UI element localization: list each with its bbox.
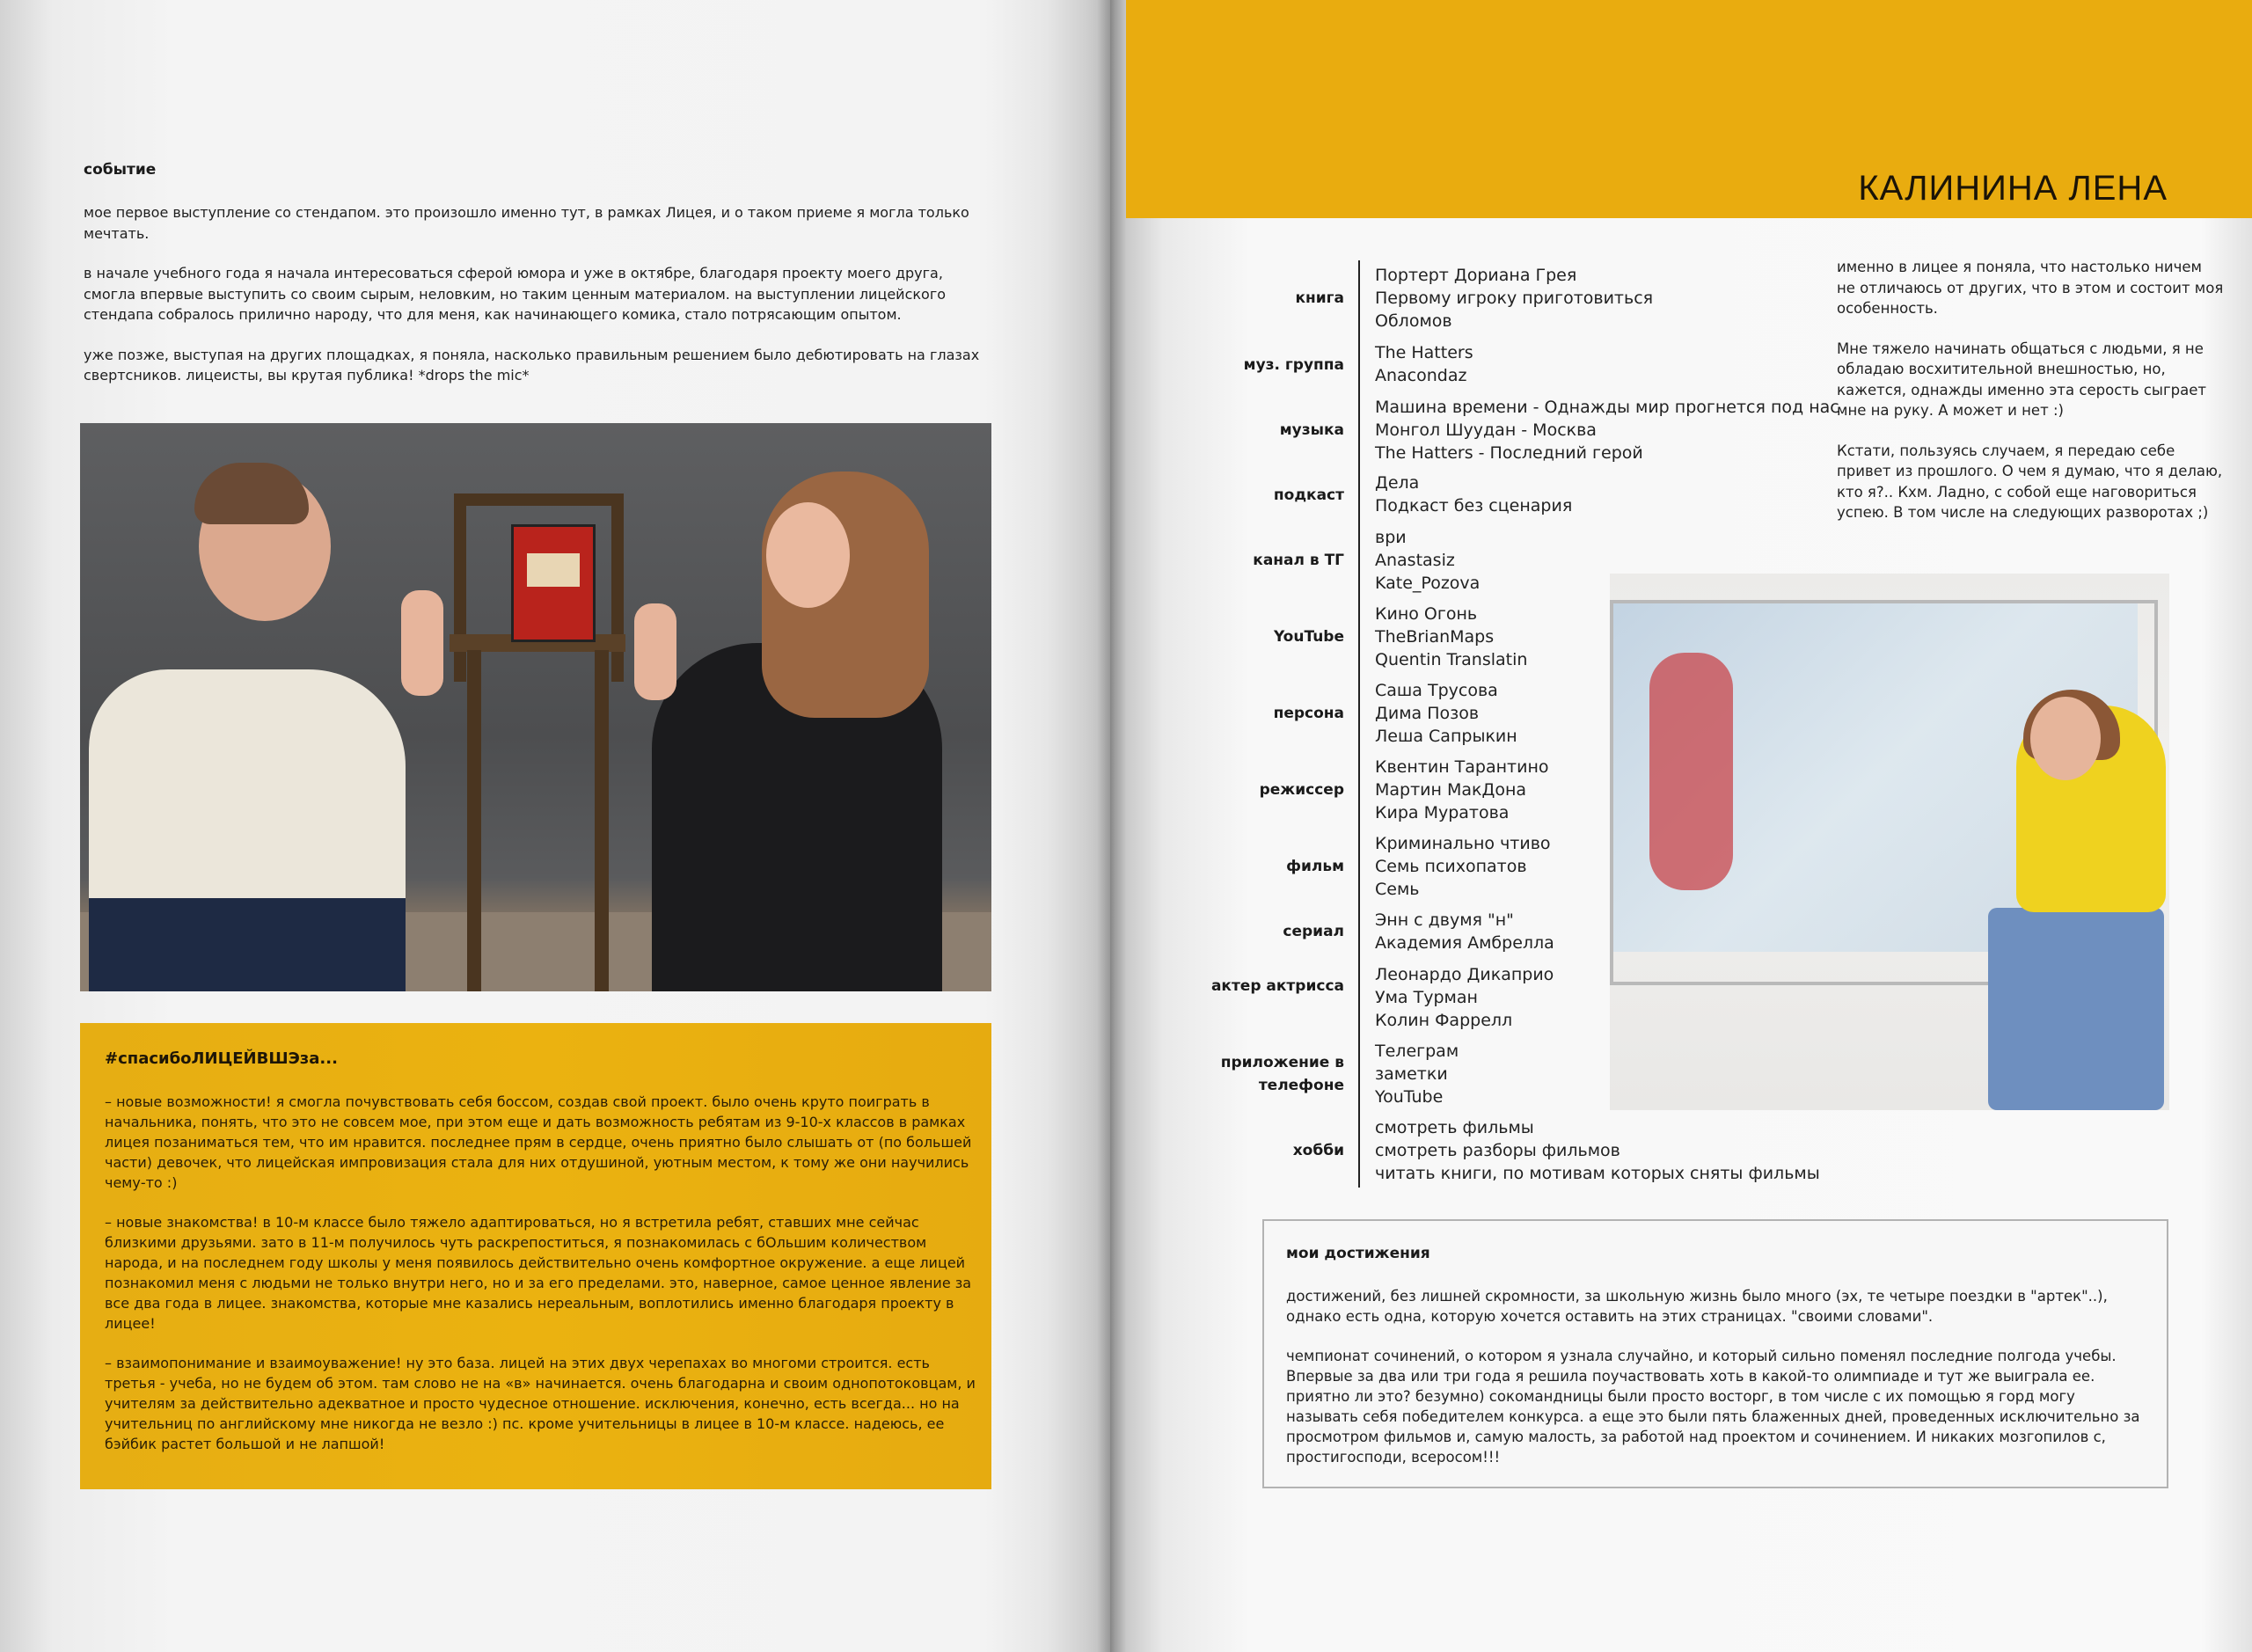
favorite-value: Энн с двумя "н" [1375,910,1514,930]
favorite-value: Портерт Дориана Грея [1375,266,1577,285]
book-gutter-shadow [1097,0,1127,1652]
about-me-text [1837,257,2224,543]
favorite-values-music [1375,396,1850,464]
event-heading: событие [84,161,157,179]
favorite-value: The Hatters [1375,343,1473,362]
favorite-value: Леонардо Дикаприо [1375,965,1554,984]
favorite-value: Саша Трусова [1375,681,1498,700]
portrait-photo [1610,574,2169,1110]
event-paragraph: мое первое выступление со стендапом. это произошло именно тут, в рамках Лицея, и о таком приеме я могла только мечтать. [84,204,969,242]
book-on-chair [511,524,596,642]
favorite-value: Мартин МакДона [1375,780,1527,800]
favorite-label-youtube: YouTube [1273,628,1344,646]
favorite-value: Кино Огонь [1375,604,1478,624]
favorites-divider [1358,260,1360,1188]
favorite-value: смотреть разборы фильмов [1375,1141,1620,1160]
favorite-label-podcast: подкаст [1273,486,1344,504]
thanks-paragraph: – новые знакомства! в 10-м классе было тяжело адаптироваться, но я встретила ребят, ставших мне сейчас близкими друзьями. зато в 11-м получилось чуть раскрепоститься, я познакомилась с бОльшим количеством народа, и на последнем году школы у меня появилось действительно очень комфортное окружение. а еще лицей познакомил меня с людьми не только внутри него, но и за его пределами. это, наверное, самое ценное явление за все два года в лицее. знакомства, которые мне казались нереальным, воплотились именно благодаря проекту в лицее! [105,1214,972,1332]
favorite-label-film: фильм [1286,858,1344,875]
favorite-values-hobby [1375,1116,1850,1185]
chair-leg [467,650,481,991]
favorite-value: Anacondaz [1375,366,1467,385]
about-paragraph: именно в лицее я поняла, что настолько ничем не отличаюсь от других, что в этом и состоит моя особенность. [1837,259,2224,317]
favorite-value: Семь психопатов [1375,857,1527,876]
favorite-label-hobby: хобби [1292,1142,1344,1159]
achievements-text [1286,1286,2148,1487]
favorite-value: The Hatters - Последний герой [1375,443,1643,463]
standup-book-photo [80,423,991,991]
favorite-value: Монгол Шуудан - Москва [1375,420,1597,440]
favorite-label-book: книга [1295,289,1344,307]
favorite-value: заметки [1375,1064,1448,1084]
favorite-value: Квентин Тарантино [1375,757,1549,777]
student-name: КАЛИНИНА ЛЕНА [1858,169,2168,208]
favorite-value: Леша Сапрыкин [1375,727,1517,746]
favorite-value: YouTube [1375,1087,1444,1107]
achievements-heading: мои достижения [1286,1245,1430,1262]
thanks-text [105,1092,976,1473]
favorite-value: Обломов [1375,311,1452,331]
favorite-value: Дима Позов [1375,704,1480,723]
thanks-heading: #спасибоЛИЦЕЙВШЭза... [105,1049,338,1068]
achievements-paragraph: чемпионат сочинений, о котором я узнала случайно, и который сильно поменял последние полгода учебы. Впервые за два или три года я решила поучаствовать хоть в какой-то олимпиаде и тут же выиграла ее. приятно ли это? безумно) сокомандницы были просто восторг, в том числе с их помощью я горд могу называть себя победителем конкурса. а еще это были пять блаженных дней, проведенных исключительно за просмотром фильмов и, самую малость, за работой над проектом и сочинением. И никаких мозгопилов с, простигосподи, всеросом!!! [1286,1348,2140,1466]
favorite-value: Кира Муратова [1375,803,1510,822]
achievements-paragraph: достижений, без лишней скромности, за школьную жизнь было много (эх, те четыре поездки в "артек"..), однако есть одна, которую хочется оставить на этих страницах. "своими словами". [1286,1288,2108,1325]
favorite-label-series: сериал [1283,923,1344,940]
about-paragraph: Кстати, пользуясь случаем, я передаю себе привет из прошлого. О чем я думаю, что я делаю, кто я?.. Кхм. Ладно, с собой еще наговориться успею. В том числе на следующих разворотах ;) [1837,442,2223,521]
favorite-value: Криминально чтиво [1375,834,1551,853]
event-text [84,202,998,406]
favorite-value: Колин Фаррелл [1375,1011,1513,1030]
favorite-value: TheBrianMaps [1375,627,1495,647]
girl-head [2030,697,2101,780]
event-paragraph: в начале учебного года я начала интересоваться сферой юмора и уже в октябре, благодаря проекту моего друга, смогла впервые выступить со своим сырым, неловким, но таким ценным материалом. на выступлении лицейского стендапа собралось прилично народу, что для меня, как начинающего комика, стало потрясающим опытом. [84,265,947,323]
favorite-label-app: приложение в телефоне [1220,1054,1344,1094]
favorite-value: Ума Турман [1375,988,1478,1007]
favorite-label-telegram: канал в ТГ [1253,552,1344,569]
favorite-value: Подкаст без сценария [1375,496,1573,515]
jeans [1988,908,2164,1110]
event-paragraph: уже позже, выступая на других площадках, я поняла, насколько правильным решением было дебютировать на глазах свертсников. лицеисты, вы крутая публика! *drops the mic* [84,346,980,384]
about-paragraph: Мне тяжело начинать общаться с людьми, я не обладаю восхитительной внешностью, но, кажется, однажды именно эта серость сыграет мне на руку. А может и нет :) [1837,340,2206,419]
favorite-value: смотреть фильмы [1375,1118,1534,1137]
chair-leg [595,650,609,991]
favorite-value: ври [1375,528,1407,547]
favorite-label-music: музыка [1279,421,1344,439]
favorite-value: Дела [1375,473,1420,493]
favorite-value: Машина времени - Однажды мир прогнется под нас [1375,398,1839,417]
favorite-values-podcast [1375,471,1850,517]
thanks-lyceum-box [80,1023,991,1489]
thanks-paragraph: – взаимопонимание и взаимоуважение! ну это база. лицей на этих двух черепахах во многоми строится. есть третья - учеба, но не будем об этом. там слово не на «в» начинается. очень благодарна и своим однопотоковцам, и учителям за действительно адекватное и просто чудесное отношение. исключения, конечно, есть всегда... но на учительниц по английскому мне никогда не везло :) пс. кроме учительницы в лицее в 10-м классе. надеюсь, ее бэйбик растет большой и не лапшой! [105,1355,976,1452]
favorite-value: Академия Амбрелла [1375,933,1554,953]
favorite-label-actor: актер актрисса [1210,977,1344,995]
thanks-paragraph: – новые возможности! я смогла почувствовать себя боссом, создав свой проект. было очень круто поиграть в начальника, понять, что это не совсем мое, при этом еще и дать возможность ребятам из 9-10-х классов в рамках лицея позаниматься тем, что им нравится. последнее прям в сердце, очень приятно было слышать от (по большей части) девочек, что лицейская импровизация стала для них отдушиной, уютным местом, к тому же они научились чему-то :) [105,1093,972,1191]
favorite-label-director: режиссер [1259,781,1344,799]
praying-hands [401,590,443,696]
girl-face [766,502,850,608]
favorite-label-persona: персона [1273,705,1344,722]
favorite-values-book [1375,264,1850,333]
boy-hair [194,463,309,524]
favorite-value: Quentin Translatin [1375,650,1528,669]
achievements-box [1262,1219,2168,1488]
favorite-value: Anastasiz [1375,551,1455,570]
favorite-values-band [1375,341,1850,387]
favorite-value: читать книги, по мотивам которых сняты фильмы [1375,1164,1820,1183]
favorite-value: Телеграм [1375,1042,1459,1061]
favorite-label-band: муз. группа [1243,356,1344,374]
boy-shirt-stripe [89,898,406,991]
praying-hands [634,603,676,700]
favorite-value: Семь [1375,880,1420,899]
favorite-value: Первому игроку приготовиться [1375,289,1654,308]
favorite-value: Kate_Pozova [1375,574,1481,593]
